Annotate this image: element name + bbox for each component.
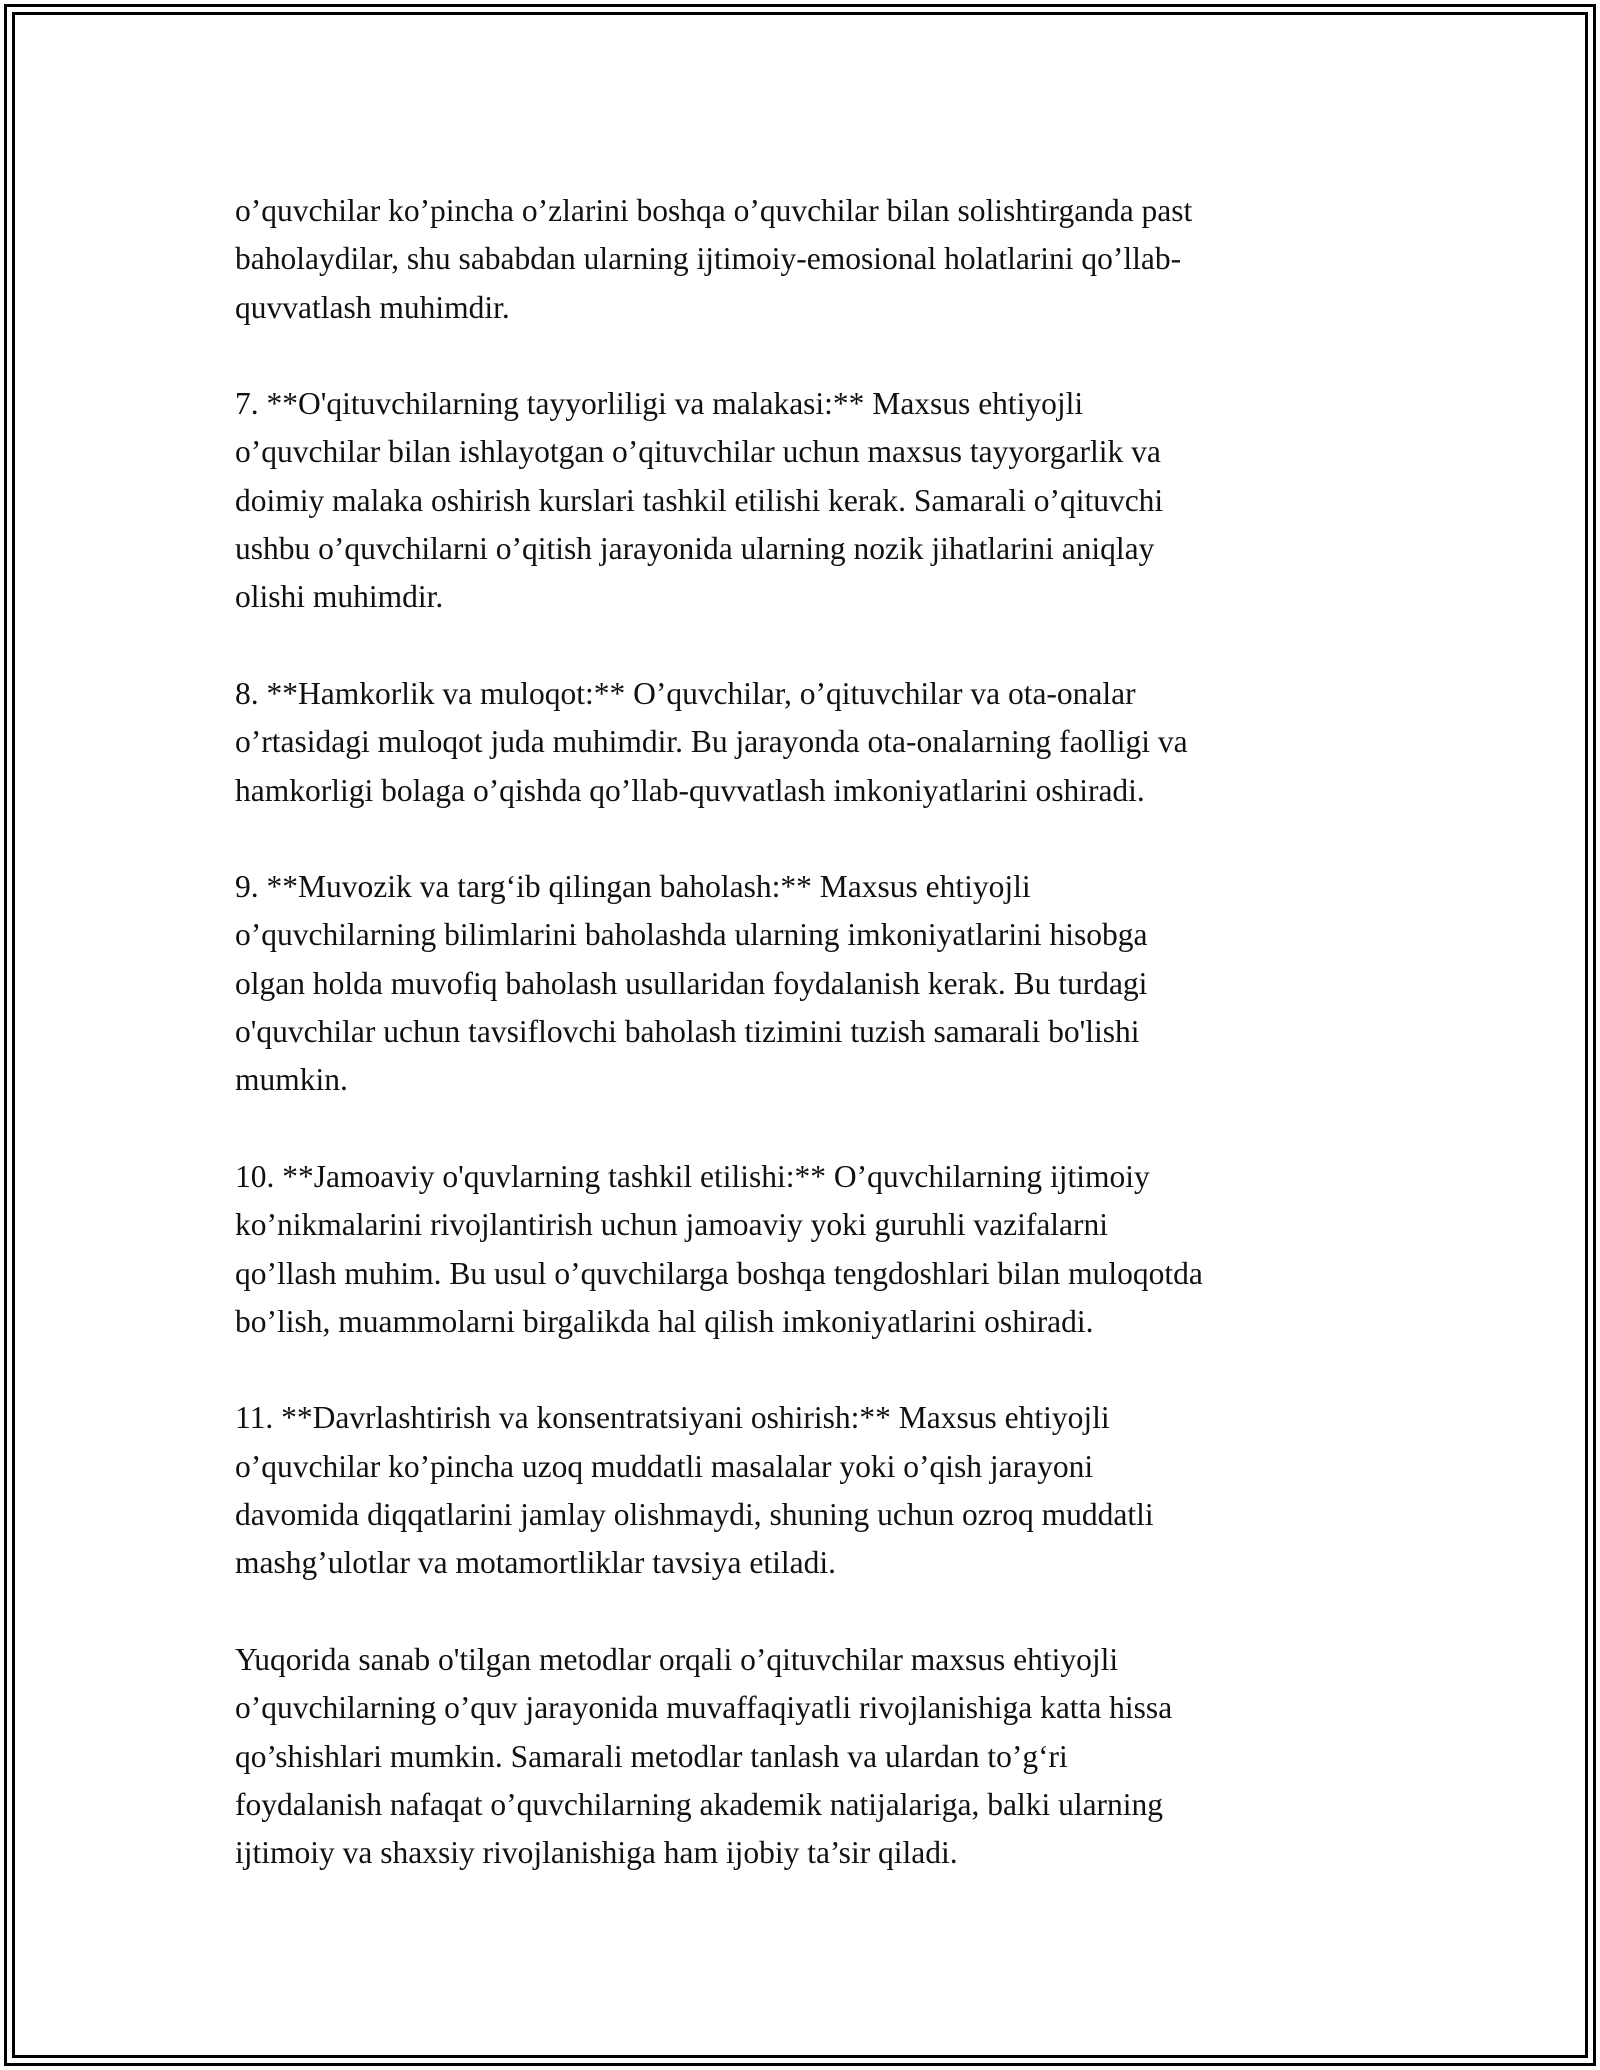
text-line: 11. **Davrlashtirish va konsentratsiyani oshirish:** Maxsus ehtiyojli — [235, 1400, 1110, 1436]
text-line: 8. **Hamkorlik va muloqot:** O’quvchilar, o’qituvchilar va ota-onalar — [235, 675, 1136, 711]
text-line: davomida diqqatlarini jamlay olishmaydi, shuning uchun ozroq muddatli — [235, 1497, 1154, 1533]
document-body — [235, 187, 1395, 1926]
text-line: o’quvchilar bilan ishlayotgan o’qituvchilar uchun maxsus tayyorgarlik va — [235, 434, 1161, 470]
paragraph-conclusion — [235, 1636, 1395, 1877]
text-line: qo’llash muhim. Bu usul o’quvchilarga boshqa tengdoshlari bilan muloqotda — [235, 1255, 1203, 1291]
text-line: 7. **O'qituvchilarning tayyorliligi va malakasi:** Maxsus ehtiyojli — [235, 386, 1084, 422]
text-line: o’quvchilar ko’pincha uzoq muddatli masalalar yoki o’qish jarayoni — [235, 1448, 1094, 1484]
text-line: doimiy malaka oshirish kurslari tashkil etilishi kerak. Samarali o’qituvchi — [235, 482, 1164, 518]
text-line: o’rtasidagi muloqot juda muhimdir. Bu jarayonda ota-onalarning faolligi va — [235, 724, 1188, 760]
text-line: bo’lish, muammolarni birgalikda hal qilish imkoniyatlarini oshiradi. — [235, 1303, 1094, 1339]
paragraph-item-7 — [235, 380, 1395, 621]
text-line: o’quvchilarning bilimlarini baholashda ularning imkoniyatlarini hisobga — [235, 917, 1148, 953]
paragraph-item-8 — [235, 670, 1395, 815]
text-line: 10. **Jamoaviy o'quvlarning tashkil etilishi:** O’quvchilarning ijtimoiy — [235, 1158, 1150, 1194]
paragraph-continuation — [235, 187, 1395, 332]
paragraph-item-11 — [235, 1394, 1395, 1587]
paragraph-item-10 — [235, 1153, 1395, 1346]
text-line: foydalanish nafaqat o’quvchilarning akademik natijalariga, balki ularning — [235, 1786, 1164, 1822]
text-line: mumkin. — [235, 1062, 348, 1098]
text-line: Yuqorida sanab o'tilgan metodlar orqali o’qituvchilar maxsus ehtiyojli — [235, 1641, 1119, 1677]
text-line: ko’nikmalarini rivojlantirish uchun jamoaviy yoki guruhli vazifalarni — [235, 1207, 1109, 1243]
text-line: 9. **Muvozik va targ‘ib qilingan baholash:** Maxsus ehtiyojli — [235, 869, 1031, 905]
paragraph-item-9 — [235, 863, 1395, 1104]
text-line: quvvatlash muhimdir. — [235, 289, 510, 325]
text-line: ijtimoiy va shaxsiy rivojlanishiga ham ijobiy ta’sir qiladi. — [235, 1835, 958, 1871]
text-line: o'quvchilar uchun tavsiflovchi baholash tizimini tuzish samarali bo'lishi — [235, 1014, 1140, 1050]
text-line: o’quvchilar ko’pincha o’zlarini boshqa o’quvchilar bilan solishtirganda past — [235, 193, 1193, 228]
text-line: olgan holda muvofiq baholash usullaridan foydalanish kerak. Bu turdagi — [235, 965, 1148, 1001]
text-line: baholaydilar, shu sababdan ularning ijtimoiy-emosional holatlarini qo’llab- — [235, 241, 1182, 277]
text-line: mashg’ulotlar va motamortliklar tavsiya etiladi. — [235, 1545, 836, 1581]
text-line: olishi muhimdir. — [235, 579, 444, 615]
text-line: o’quvchilarning o’quv jarayonida muvaffaqiyatli rivojlanishiga katta hissa — [235, 1690, 1173, 1726]
text-line: qo’shishlari mumkin. Samarali metodlar tanlash va ulardan to’g‘ri — [235, 1738, 1068, 1774]
text-line: ushbu o’quvchilarni o’qitish jarayonida ularning nozik jihatlarini aniqlay — [235, 531, 1155, 567]
text-line: hamkorligi bolaga o’qishda qo’llab-quvvatlash imkoniyatlarini oshiradi. — [235, 772, 1145, 808]
